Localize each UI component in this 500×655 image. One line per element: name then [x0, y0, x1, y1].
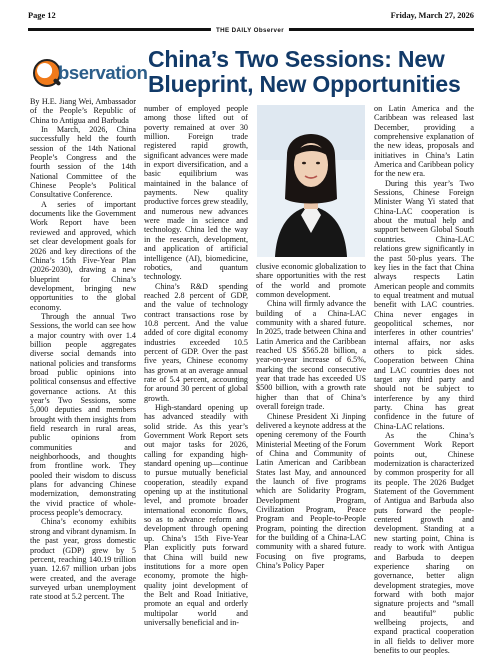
article-column-3 — [256, 262, 366, 570]
portrait-illustration — [257, 105, 365, 257]
paragraph: Through the annual Two Sessions, the world can see how a major country with over 1.4 billion people aggregates diverse social demands into national policies and transforms broad public opinions into political consensus and effective governance actions. At this year’s Two Sessions, some 5,000 deputies and members brought with them insights from field research in rural areas, public opinions from communities and neighborhoods, and thoughts from frontline work. They pooled their wisdom to discuss plans for advancing Chinese modernization, demonstrating the vivid practice of whole-process people’s democracy. — [30, 311, 136, 518]
article-column-1 — [30, 97, 136, 602]
observation-logo — [28, 56, 148, 100]
paragraph: number of employed people among those lifted out of poverty remained at over 30 million. Foreign trade registered rapid growth, significant advances were made in export diversification, and a basic equilibrium was maintained in the balance of payments. New quality productive forces grew steadily, and numerous new advances were made in science and technology. China led the way in the research, development, and application of artificial intelligence (AI), biomedicine, robotics, and quantum technology. — [144, 104, 248, 282]
author-photo — [257, 105, 365, 257]
page-header — [28, 11, 474, 25]
paragraph: As the China’s Government Work Report points out, Chinese modernization is characterized by common prosperity for all its people. The 2026 Budget Statement of the Government of Antigua and Barbuda also puts forward the people-centered growth and development. Standing at a new starting point, China is ready to work with Antigua and Barbuda to deepen experience sharing on governance, better align development strategies, move forward with both major signature projects and “small and beautiful” public wellbeing projects, and expand practical cooperation in all fields to deliver more benefits to our peoples. — [374, 431, 474, 655]
masthead: THE DAILY Observer — [211, 27, 289, 34]
paragraph: China’s R&D spending reached 2.8 percent of GDP, and the value of technology contract transactions rose by 10.8 percent. And the value added of core digital economy industries exceeded 10.5 percent of GDP. Over the past five years, Chinese economy has grown at an average annual rate of 5.4 percent, accounting for around 30 percent of global growth. — [144, 281, 248, 403]
paragraph: Chinese President Xi Jinping delivered a keynote address at the opening ceremony of the Fourth Ministerial Meeting of the Forum of China and Community of Latin American and Caribbean States last May, and announced the launch of five programs which are Solidarity Program, Development Program, Civilization Program, Peace Program and People-to-People Program, pointing the direction for the building of a China-LAC community with a shared future. Focusing on five programs, China’s Policy Paper — [256, 411, 366, 570]
paragraph: clusive economic globalization to share opportunities with the rest of the world and promote common development. — [256, 262, 366, 300]
paragraph: China will firmly advance the building of a China-LAC community with a shared future. In 2025, trade between China and Latin America and the Caribbean reached US $565.28 billion, a year-on-year increase of 6.5%, marking the second consecutive year that trade has exceeded US $500 billion, with a growth rate higher than that of China’s overall foreign trade. — [256, 299, 366, 412]
article-column-4 — [374, 104, 474, 655]
paragraph: In March, 2026, China successfully held the fourth session of the 14th National People’s Congress and the fourth session of the 14th National Committee of the Chinese People’s Political Consultative Conference. — [30, 125, 136, 200]
paragraph: During this year’s Two Sessions, Chinese Foreign Minister Wang Yi stated that China-LAC cooperation is about the mutual help and support between Global South countries. China-LAC relations grew significantly in the past 50-plus years. The key lies in the fact that China always respects Latin American people and commits to equal treatment and mutual benefit with LAC countries. China never engages in geopolitical schemes, nor interferes in other countries’ internal affairs, nor asks others to pick sides. Cooperation between China and LAC countries does not target any third party and should not be subject to interference by any third party. China has great confidence in the future of China-LAC relations. — [374, 178, 474, 431]
paragraph: on Latin America and the Caribbean was released last December, providing a comprehensive explanation of the new ideas, proposals and initiatives in China’s Latin America and Caribbean policy for the new era. — [374, 104, 474, 179]
logo-word: bservation — [58, 62, 148, 83]
paragraph: High-standard opening up has advanced steadily with solid stride. As this year’s Government Work Report sets out major tasks for 2026, calling for expanding high-standard opening up—continue to pursue mutually beneficial cooperation, steadily expand opening up at the institutional level, and promote broader international economic flows, so as to advance reform and development through opening up. China’s 15th Five-Year Plan explicitly puts forward that China will build new institutions for a more open economy, promote the high-quality joint development of the Belt and Road Initiative, promote an equal and orderly multipolar world and universally beneficial and in- — [144, 403, 248, 627]
byline: By H.E. Jiang Wei, Ambassador of the People’s Republic of China to Antigua and Barbuda — [30, 97, 136, 125]
page-number: Page 12 — [28, 11, 56, 20]
article-column-2 — [144, 104, 248, 627]
article-headline: China’s Two Sessions: New Blueprint, New Opportunities — [148, 46, 461, 97]
issue-date: Friday, March 27, 2026 — [390, 11, 474, 20]
paragraph: A series of important documents like the Government Work Report have been reviewed and approved, which set clear development goals for 2026 and key directions of the China’s 15th Five-Year Plan (2026-2030), drawing a new blueprint for China’s development, bringing new opportunities to the global economy. — [30, 199, 136, 312]
paragraph: China’s economy exhibits strong and vibrant dynamism. In the past year, gross domestic product (GDP) grew by 5 percent, reaching 140.19 trillion yuan. 12.67 million urban jobs were created, and the average surveyed urban unemployment rate stood at 5.2 percent. The — [30, 517, 136, 602]
